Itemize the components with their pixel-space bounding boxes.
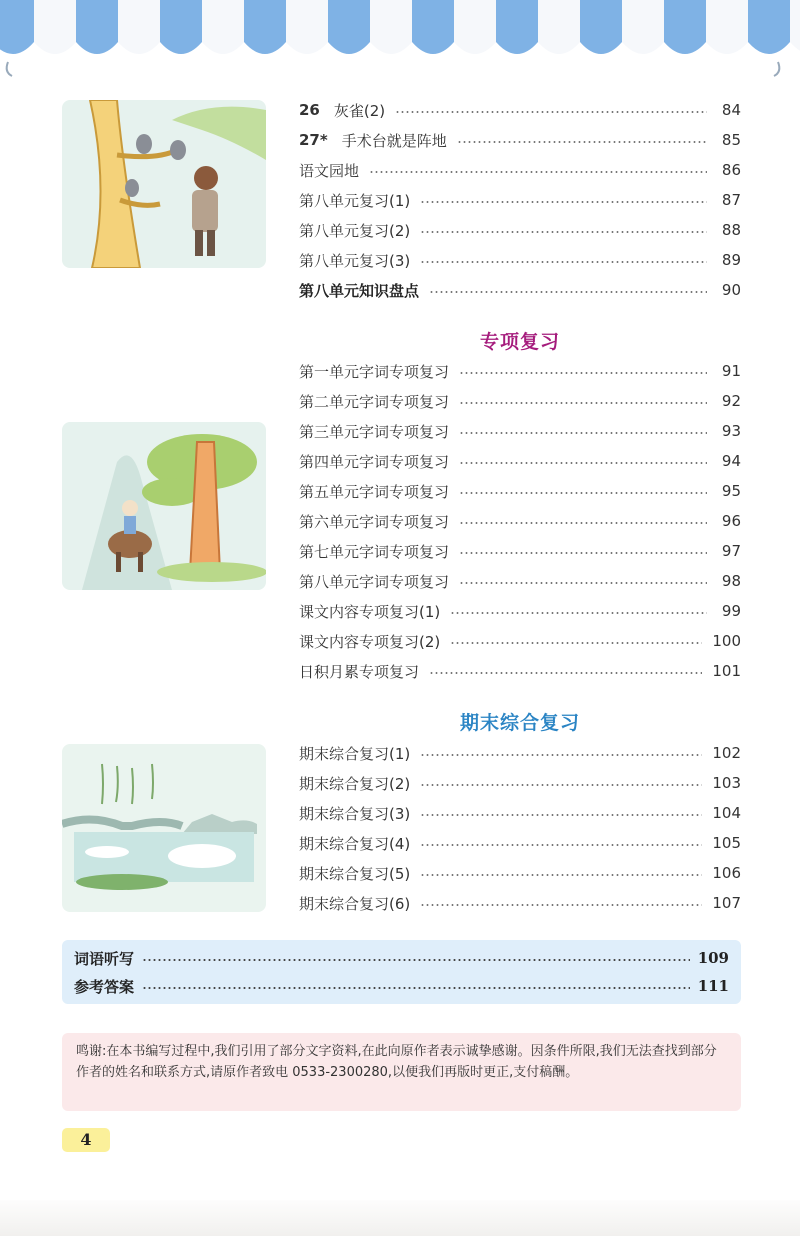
toc-entry[interactable] [299,476,741,506]
toc-entry[interactable] [299,245,741,275]
dot-leader [395,111,707,113]
entry-page-number: 101 [712,662,741,680]
toc-entry[interactable] [299,506,741,536]
awning-stripe [202,0,244,54]
dot-leader [420,814,702,816]
toc-entry[interactable] [299,888,741,918]
entry-page-number: 86 [721,161,741,179]
dot-leader [450,612,707,614]
appendix-page: 111 [697,977,729,995]
entry-title: 第八单元复习(3) [299,251,411,270]
appendix-row-dictation[interactable] [74,944,729,972]
awning-stripe [370,0,412,54]
entry-title: 课文内容专项复习(1) [299,602,441,621]
entry-page-number: 102 [712,744,741,762]
awning-stripe [244,0,286,54]
dot-leader [420,261,707,263]
entry-page-number: 99 [721,602,741,620]
entry-page-number: 85 [721,131,741,149]
dot-leader [142,959,690,961]
awning-stripe [160,0,202,54]
toc-entry[interactable] [299,446,741,476]
toc-entry[interactable] [299,626,741,656]
entry-page-number: 94 [721,452,741,470]
toc-entry[interactable] [299,275,741,305]
toc-entry[interactable] [299,125,741,155]
dot-leader [459,492,707,494]
awning-stripe [328,0,370,54]
entry-title: 手术台就是阵地 [341,131,447,150]
entry-title: 灰雀(2) [333,101,386,120]
entry-title: 第七单元字词专项复习 [299,542,450,561]
dot-leader [420,784,702,786]
entry-title: 第八单元复习(2) [299,221,411,240]
awning-stripe [0,0,34,54]
awning-stripe [496,0,538,54]
lesson-number: 27* [299,131,328,149]
entry-page-number: 90 [721,281,741,299]
entry-title: 第五单元字词专项复习 [299,482,450,501]
toc-entry[interactable] [299,185,741,215]
toc-entry[interactable] [299,155,741,185]
dot-leader [459,372,707,374]
dot-leader [459,432,707,434]
entry-title: 期末综合复习(4) [299,834,411,853]
awning-stripe [412,0,454,54]
appendix-title: 参考答案 [74,977,135,996]
page-bottom-edge [0,1200,800,1236]
toc-entry[interactable] [299,356,741,386]
entry-page-number: 88 [721,221,741,239]
entry-page-number: 96 [721,512,741,530]
dot-leader [459,582,707,584]
entry-page-number: 89 [721,251,741,269]
awning-stripe [286,0,328,54]
awning-stripe [76,0,118,54]
dot-leader [459,552,707,554]
toc-entry[interactable] [299,656,741,686]
dot-leader [429,672,702,674]
entry-title: 期末综合复习(3) [299,804,411,823]
dot-leader [459,462,707,464]
toc-entry[interactable] [299,386,741,416]
toc-entry[interactable] [299,828,741,858]
appendix-title: 词语听写 [74,949,135,968]
appendix-box [62,940,741,1004]
dot-leader [420,201,707,203]
awning-stripe [538,0,580,54]
dot-leader [420,904,702,906]
toc-entry[interactable] [299,738,741,768]
entry-title: 第一单元字词专项复习 [299,362,450,381]
toc-entry[interactable] [299,215,741,245]
illustration-gray-sparrow [62,100,266,268]
entry-page-number: 92 [721,392,741,410]
appendix-page: 109 [697,949,729,967]
entry-title: 第八单元复习(1) [299,191,411,210]
entry-page-number: 84 [721,101,741,119]
entry-title: 期末综合复习(1) [299,744,411,763]
entry-title: 期末综合复习(2) [299,774,411,793]
awning-stripe [664,0,706,54]
awning-stripe [580,0,622,54]
toc-entry[interactable] [299,798,741,828]
dot-leader [369,171,707,173]
toc-entry[interactable] [299,858,741,888]
toc-entry[interactable] [299,416,741,446]
dot-leader [420,231,707,233]
entry-title: 第二单元字词专项复习 [299,392,450,411]
awning-decoration [0,0,800,84]
awning-stripe [790,0,800,54]
entry-title: 第八单元字词专项复习 [299,572,450,591]
entry-title: 第三单元字词专项复习 [299,422,450,441]
dot-leader [420,844,702,846]
illustration-lake-scene [62,744,266,912]
dot-leader [429,291,707,293]
toc-entry[interactable] [299,596,741,626]
toc-entry[interactable] [299,536,741,566]
entry-title: 期末综合复习(6) [299,894,411,913]
entry-page-number: 87 [721,191,741,209]
awning-stripe [454,0,496,54]
illustration-boy-on-ox [62,422,266,590]
entry-page-number: 107 [712,894,741,912]
entry-title: 期末综合复习(5) [299,864,411,883]
entry-title: 第六单元字词专项复习 [299,512,450,531]
entry-title: 课文内容专项复习(2) [299,632,441,651]
toc-entry[interactable] [299,566,741,596]
dot-leader [457,141,707,143]
lesson-number: 26 [299,101,320,119]
entry-page-number: 106 [712,864,741,882]
awning-stripe [748,0,790,54]
awning-stripe [34,0,76,54]
entry-page-number: 97 [721,542,741,560]
entry-page-number: 105 [712,834,741,852]
appendix-row-answers[interactable] [74,972,729,1000]
section-heading-special-review: 专项复习 [479,331,560,353]
awning-stripe [622,0,664,54]
awning-stripe [118,0,160,54]
entry-page-number: 93 [721,422,741,440]
entry-page-number: 100 [712,632,741,650]
dot-leader [459,522,707,524]
page-number-badge: 4 [62,1128,110,1152]
section-heading-final-review: 期末综合复习 [459,712,580,734]
entry-page-number: 95 [721,482,741,500]
entry-page-number: 91 [721,362,741,380]
dot-leader [420,874,702,876]
dot-leader [142,987,690,989]
dot-leader [420,754,702,756]
toc-entry[interactable] [299,95,741,125]
entry-title: 第四单元字词专项复习 [299,452,450,471]
toc-entry[interactable] [299,768,741,798]
entry-title: 语文园地 [299,161,360,180]
entry-page-number: 104 [712,804,741,822]
awning-stripe [706,0,748,54]
entry-title: 第八单元知识盘点 [299,281,420,300]
entry-page-number: 103 [712,774,741,792]
entry-page-number: 98 [721,572,741,590]
acknowledgement-note: 鸣谢:在本书编写过程中,我们引用了部分文字资料,在此向原作者表示诚挚感谢。因条件所限,我们无法查找到部分作者的姓名和联系方式,请原作者致电 0533-2300280,以便我们再版时更正,支付稿酬。 [62,1033,741,1111]
dot-leader [459,402,707,404]
dot-leader [450,642,702,644]
entry-title: 日积月累专项复习 [299,662,420,681]
